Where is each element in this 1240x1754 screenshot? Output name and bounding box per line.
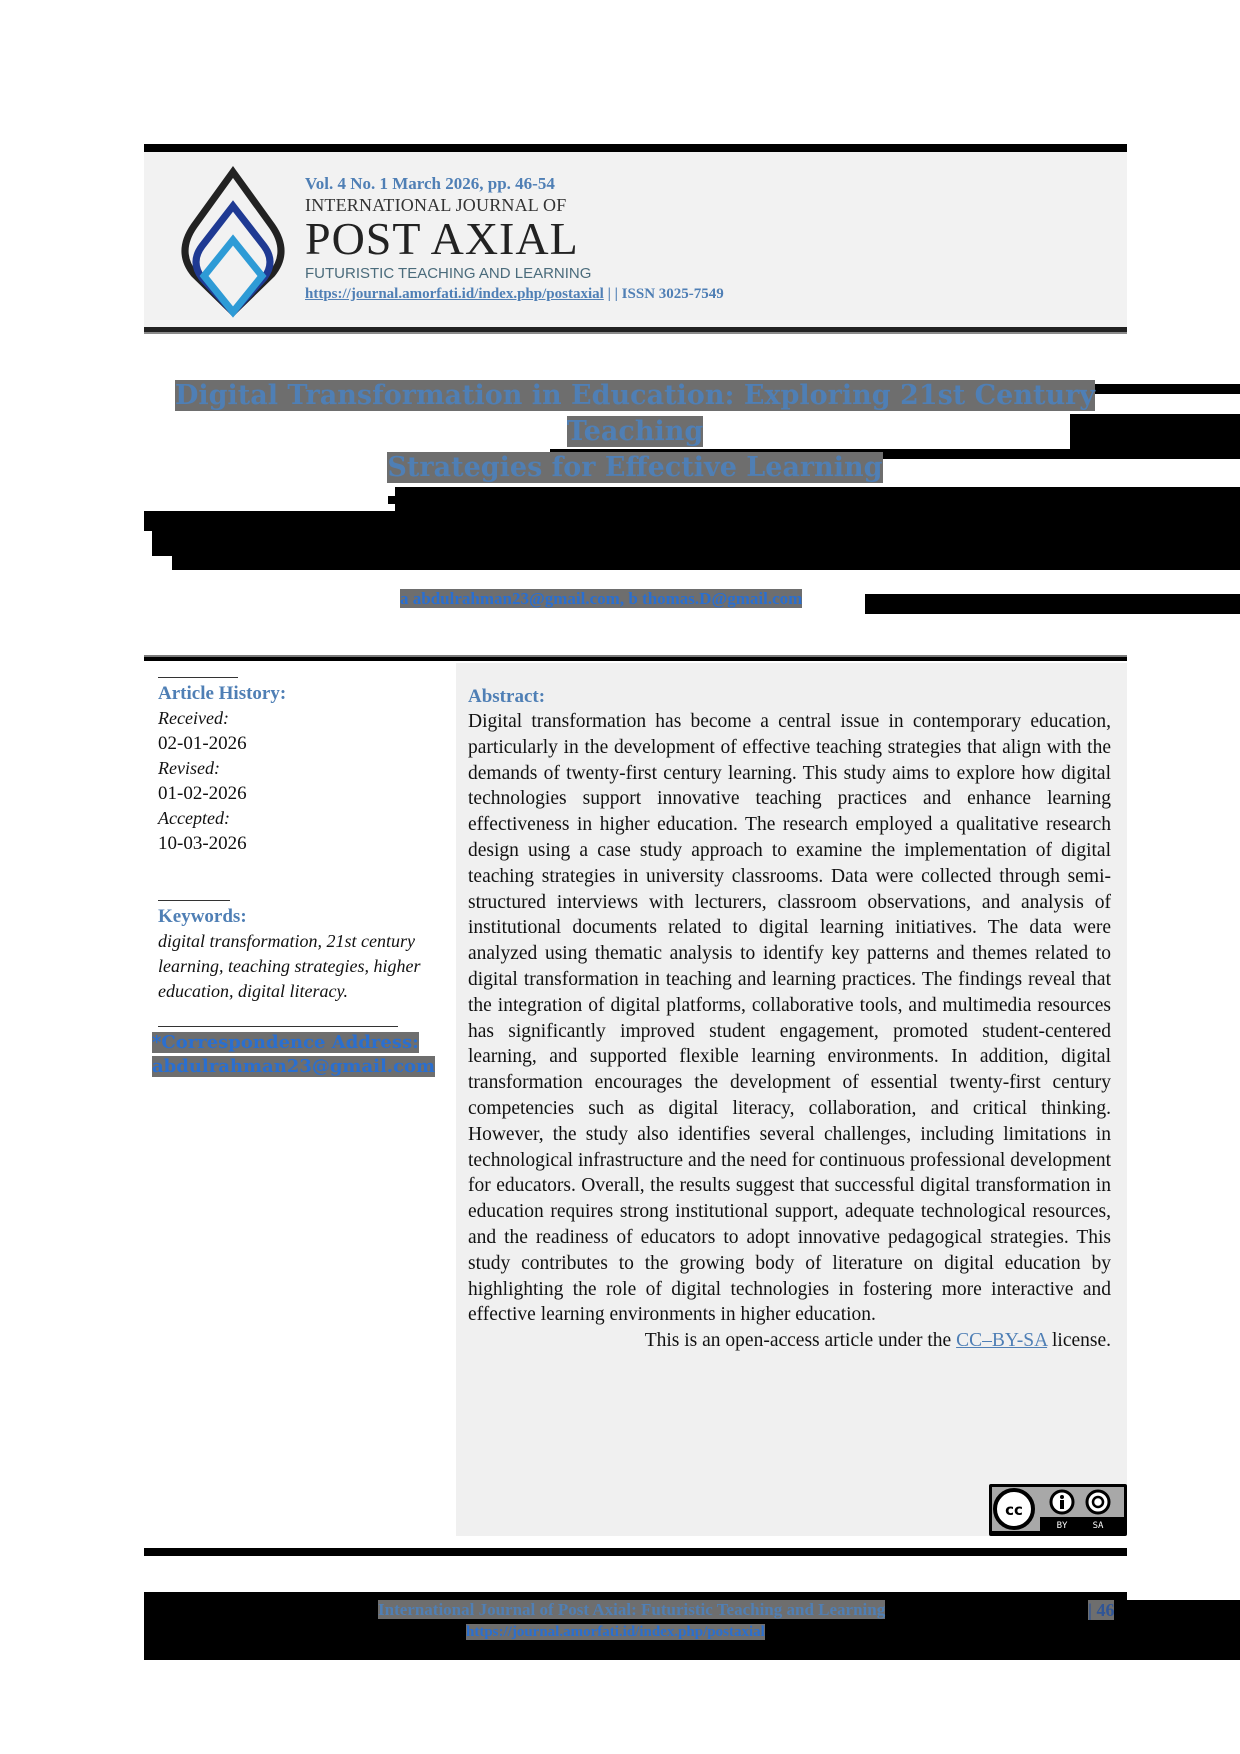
journal-subtitle: FUTURISTIC TEACHING AND LEARNING <box>305 265 592 282</box>
revised-date: 01-02-2026 <box>158 783 247 804</box>
received-label: Received: <box>158 708 229 728</box>
author-affiliation-redacted <box>144 511 1240 531</box>
abstract-text: Digital transformation has become a central issue in contemporary education, particularly in the development of effective teaching strategies that align with the demands of twenty-first century learning. This study aims to explore how digital technologies support innovative teaching practices and enhance learning effectiveness in higher education. The research employed a qualitative research design using a case study approach to examine the implementation of digital teaching strategies in university classrooms. Data were collected through semi-structured interviews with lecturers, classroom observations, and analysis of institutional documents related to digital learning initiatives. The data were analyzed using thematic analysis to identify key patterns and themes related to digital transformation in teaching and learning practices. The findings reveal that the integration of digital platforms, collaborative tools, and multimedia resources has significantly improved student engagement, promoted student-centered learning, and supported flexible learning environments. In addition, digital transformation encourages the development of essential twenty-first century competencies such as digital literacy, collaboration, and critical thinking. However, the study also identifies several challenges, including limitations in technological infrastructure and the need for continuous professional development for educators. Overall, the results suggest that successful digital transformation in education requires strong institutional support, adequate technological resources, and the readiness of educators to adopt innovative pedagogical strategies. This study contributes to the growing body of literature on digital education by highlighting the role of digital technologies in fostering more interactive and effective learning environments in higher education. <box>468 711 1111 1326</box>
header-top-rule <box>144 144 1127 152</box>
title-line-2: Strategies for Effective Learning <box>387 452 883 483</box>
license-link[interactable]: CC–BY-SA <box>956 1330 1048 1352</box>
keywords-list: digital transformation, 21st century learning, teaching strategies, higher education, digital literacy. <box>158 931 421 1001</box>
cc-license-icon <box>992 1487 1124 1531</box>
journal-url-line <box>305 284 724 304</box>
header-bottom-rule <box>144 327 1127 334</box>
author-emails[interactable]: a abdulrahman23@gmail.com, b thomas.D@gmail.com <box>400 589 803 608</box>
keywords-heading: Keywords: <box>158 906 247 927</box>
author-names-redacted <box>395 487 1240 511</box>
section-divider <box>144 655 1127 661</box>
short-rule <box>158 900 230 901</box>
abstract-heading: Abstract: <box>468 686 546 707</box>
received-date: 02-01-2026 <box>158 733 247 754</box>
short-rule <box>158 677 238 678</box>
bottom-rule <box>144 1548 1127 1556</box>
correspondence-block <box>152 1031 456 1079</box>
author-affiliation-redacted <box>152 531 1240 556</box>
journal-logo-icon <box>172 166 294 318</box>
page-number: | 46 <box>1088 1600 1115 1620</box>
journal-url-link[interactable]: https://journal.amorfati.id/index.php/postaxial <box>305 286 604 302</box>
license-statement: This is an open-access article under the CC–BY-SA license. <box>644 1330 1111 1352</box>
cc-by-sa-badge[interactable] <box>989 1484 1127 1536</box>
footer-rule <box>144 1592 1127 1600</box>
abstract-box <box>456 663 1127 1536</box>
journal-name-main: POST AXIAL <box>305 213 579 264</box>
author-affiliation-redacted <box>172 556 1240 570</box>
svg-text:SA: SA <box>1092 1521 1104 1531</box>
volume-info: Vol. 4 No. 1 March 2026, pp. 46-54 <box>305 174 555 193</box>
accepted-date: 10-03-2026 <box>158 833 247 854</box>
correspondence-label: *Correspondence Address: <box>152 1032 419 1053</box>
article-info-sidebar <box>144 663 456 1543</box>
article-history-heading: Article History: <box>158 683 287 704</box>
redaction-bar <box>865 594 1240 614</box>
article-title <box>150 378 1120 486</box>
svg-text:cc: cc <box>1005 1501 1023 1519</box>
journal-name-line1: INTERNATIONAL JOURNAL OF <box>305 195 567 215</box>
long-rule <box>158 1026 398 1027</box>
footer-url[interactable]: https://journal.amorfati.id/index.php/postaxial <box>466 1624 765 1640</box>
svg-text:BY: BY <box>1056 1521 1068 1531</box>
correspondence-email[interactable]: abdulrahman23@gmail.com <box>152 1056 436 1077</box>
journal-header <box>144 144 1127 334</box>
title-line-1: Digital Transformation in Education: Exploring 21st Century Teaching <box>174 380 1095 447</box>
issn: | | ISSN 3025-7549 <box>603 286 724 302</box>
footer-journal-name: International Journal of Post Axial: Futuristic Teaching and Learning <box>378 1600 886 1619</box>
revised-label: Revised: <box>158 758 220 778</box>
accepted-label: Accepted: <box>158 808 230 828</box>
